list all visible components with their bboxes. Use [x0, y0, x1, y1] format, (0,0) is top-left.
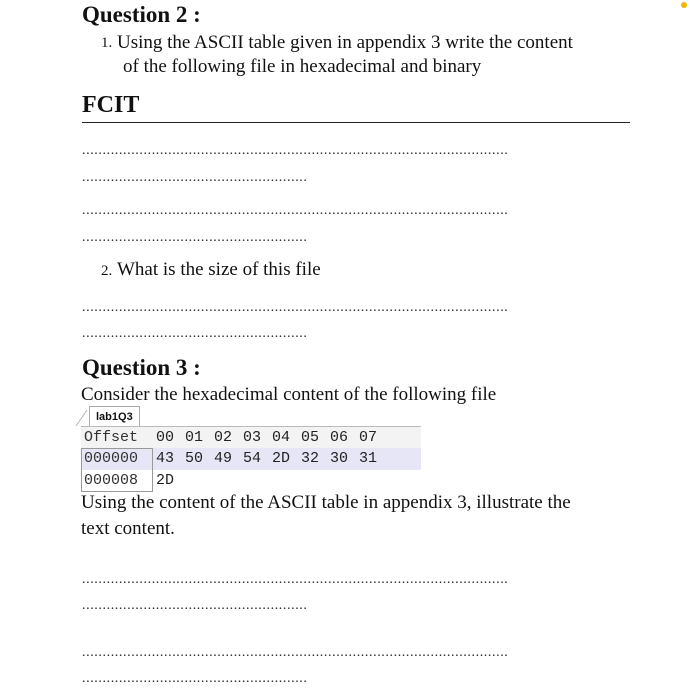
- answer-line-short: .......................................................: [82, 170, 308, 185]
- q3-instruction-line2: text content.: [81, 518, 175, 539]
- corner-marker-dot: [681, 2, 687, 8]
- file-underline: [82, 122, 630, 123]
- hex-header-row: [81, 426, 421, 450]
- offset-column-border: [81, 448, 153, 492]
- hex-row-bytes: 2D: [156, 472, 175, 489]
- question-2-heading: Question 2 :: [82, 2, 201, 27]
- file-content-fcit: FCIT: [82, 92, 140, 118]
- answer-line: ........................................................................................................: [82, 572, 509, 587]
- answer-line: ........................................................................................................: [82, 300, 509, 315]
- q3-instruction-line1: Using the content of the ASCII table in appendix 3, illustrate the: [81, 492, 571, 513]
- q2-item-2-text: What is the size of this file: [117, 259, 321, 280]
- q2-item-1-text-line2: of the following file in hexadecimal and binary: [123, 56, 482, 77]
- hex-column-headers: 00 01 02 03 04 05 06 07: [156, 429, 378, 446]
- q2-item-1-number: 1.: [101, 35, 113, 51]
- question-3-heading: Question 3 :: [82, 355, 201, 380]
- answer-line-short: .......................................................: [82, 230, 308, 245]
- hex-file-tab[interactable]: lab1Q3: [89, 406, 140, 427]
- answer-line-short: .......................................................: [82, 598, 308, 613]
- hex-row-offset: 000008: [84, 472, 139, 489]
- hex-editor-view: [81, 406, 421, 489]
- q2-item-2-number: 2.: [101, 263, 113, 279]
- hex-offset-header: Offset: [84, 429, 139, 446]
- answer-line: ........................................................................................................: [82, 143, 509, 158]
- hex-row-bytes: 43 50 49 54 2D 32 30 31: [156, 450, 378, 467]
- hex-row-offset: 000000: [84, 450, 139, 467]
- answer-line-short: .......................................................: [82, 326, 308, 341]
- q2-item-1-text-line1: Using the ASCII table given in appendix 3 write the content: [117, 32, 573, 53]
- q3-intro-text: Consider the hexadecimal content of the following file: [81, 384, 497, 405]
- answer-line: ........................................................................................................: [82, 645, 509, 660]
- answer-line-short: .......................................................: [82, 671, 308, 686]
- answer-line: ........................................................................................................: [82, 203, 509, 218]
